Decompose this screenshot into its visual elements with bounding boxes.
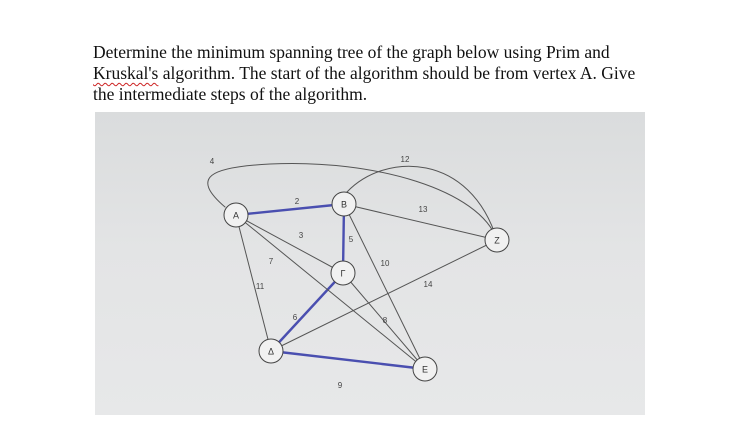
question-line-2 bbox=[93, 63, 693, 84]
edge-d-g-6 bbox=[271, 273, 343, 351]
question-line-3: the intermediate steps of the algorithm. bbox=[93, 84, 368, 104]
edge-weight-label-5: 5 bbox=[348, 235, 354, 244]
spellcheck-word: Kruskal's bbox=[93, 63, 159, 83]
edge-weight-label-10: 10 bbox=[380, 259, 390, 268]
vertex-label-g: Γ bbox=[340, 268, 346, 279]
graph-photo bbox=[95, 112, 645, 415]
edge-weight-label-8: 8 bbox=[382, 316, 388, 325]
edge-weight-label-2: 2 bbox=[294, 197, 300, 206]
vertex-label-a: A bbox=[232, 210, 240, 221]
question-line-1: Determine the minimum spanning tree of the graph below using Prim and bbox=[93, 42, 610, 62]
edge-weight-label-6: 6 bbox=[292, 313, 298, 322]
question-line-2-rest: algorithm. The start of the algorithm should be from vertex A. Give bbox=[158, 63, 636, 83]
vertex-label-z: Z bbox=[494, 235, 500, 246]
edge-b-e-10 bbox=[344, 204, 425, 369]
edge-weight-label-3: 3 bbox=[298, 231, 304, 240]
edge-d-e-9 bbox=[271, 351, 425, 369]
edge-a-b-2 bbox=[236, 204, 344, 215]
question-text bbox=[93, 42, 693, 105]
graph-diagram bbox=[95, 112, 645, 415]
vertex-label-e: E bbox=[421, 364, 429, 375]
edge-weight-label-14: 14 bbox=[423, 280, 433, 289]
edge-weight-label-12: 12 bbox=[400, 155, 410, 164]
edge-weight-label-13: 13 bbox=[418, 205, 428, 214]
edge-weight-label-4: 4 bbox=[209, 157, 215, 166]
edge-b-z-12 bbox=[347, 166, 497, 240]
edge-weight-label-11: 11 bbox=[255, 282, 265, 291]
edge-a-d-11 bbox=[236, 215, 271, 351]
edge-weight-label-9: 9 bbox=[337, 381, 343, 390]
vertex-label-b: B bbox=[340, 199, 348, 210]
edge-d-z-14 bbox=[268, 240, 497, 351]
edge-weight-label-7: 7 bbox=[268, 257, 274, 266]
edge-a-g-3 bbox=[236, 215, 343, 273]
vertex-label-d: Δ bbox=[267, 346, 275, 357]
